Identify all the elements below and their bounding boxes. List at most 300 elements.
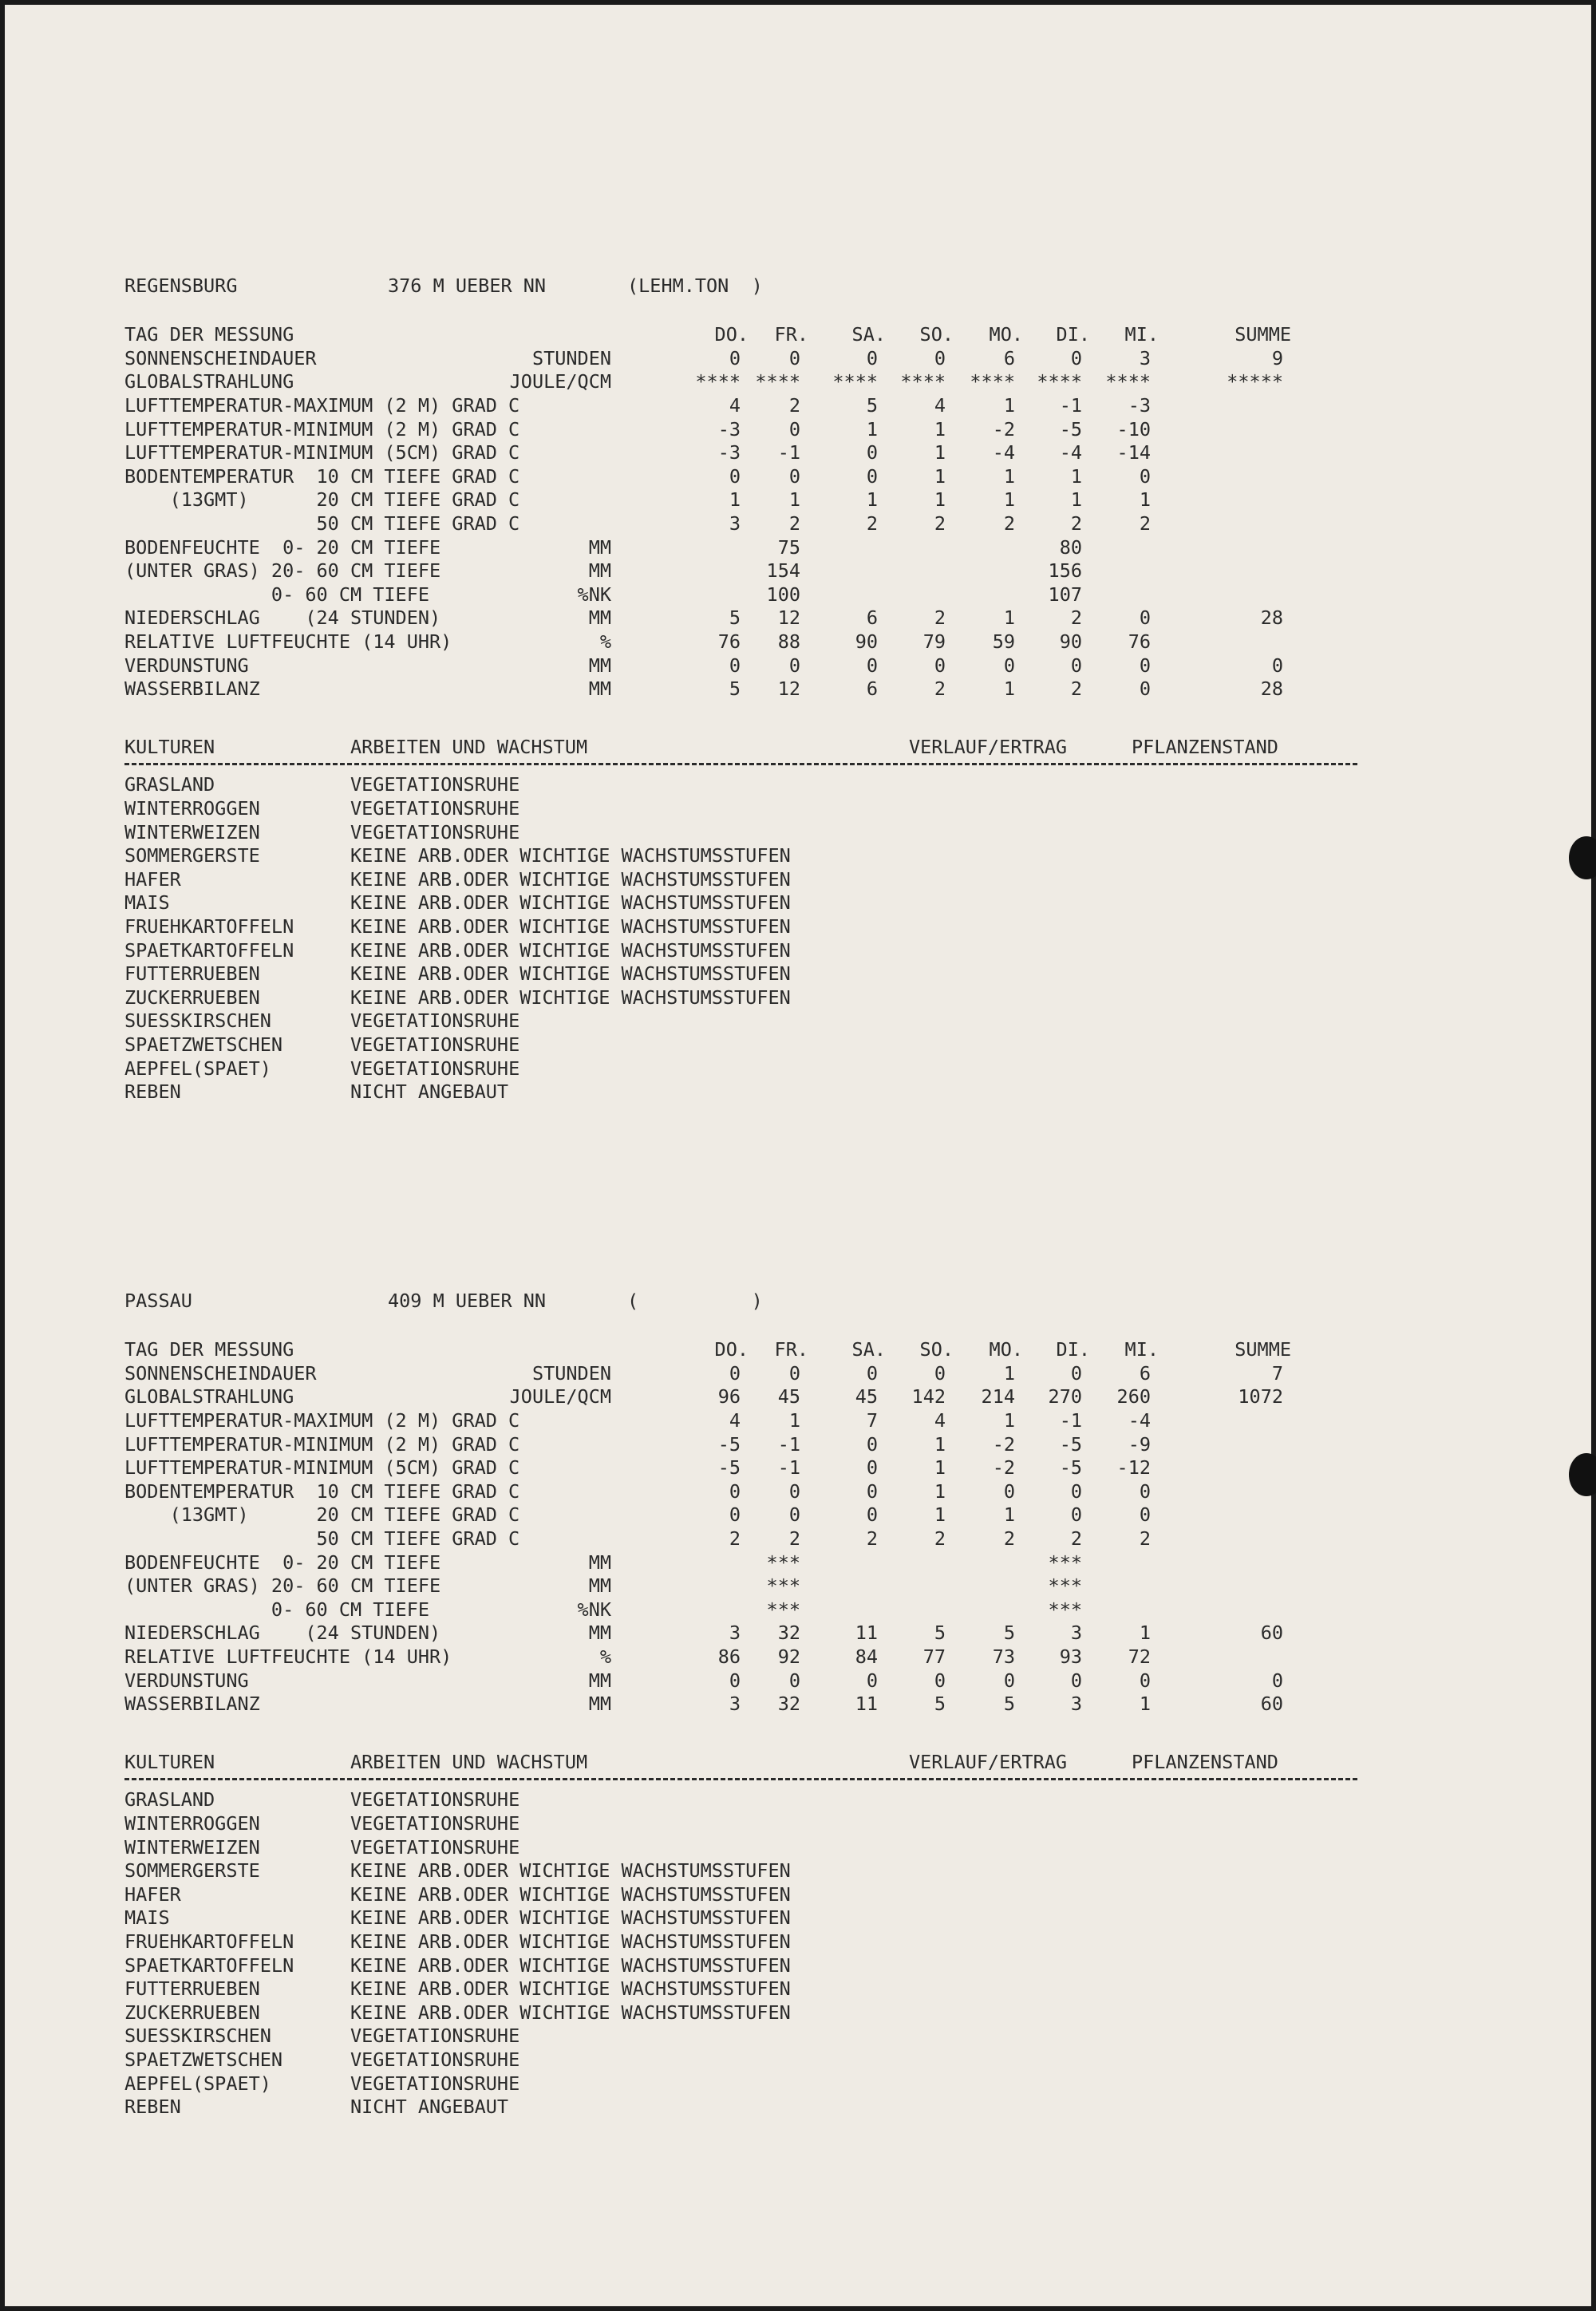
measurement-value: *** (1048, 1598, 1082, 1621)
culture-status: KEINE ARB.ODER WICHTIGE WACHSTUMSSTUFEN (350, 1906, 791, 1930)
verlauf-heading: VERLAUF/ERTRAG (909, 1751, 1068, 1774)
station-soil: ( ) (627, 1290, 763, 1312)
measurement-value: **** (832, 370, 878, 393)
measurement-value: 88 (777, 630, 800, 653)
measurement-value: 1 (788, 488, 800, 512)
measurement-row (124, 1527, 1321, 1551)
dashed-rule (124, 763, 1357, 765)
measurement-value: 2 (788, 394, 800, 417)
culture-status: KEINE ARB.ODER WICHTIGE WACHSTUMSSTUFEN (350, 844, 791, 867)
culture-name: REBEN (124, 2096, 181, 2119)
measurement-value: -10 (1116, 417, 1151, 440)
day-label: SA. (851, 1338, 886, 1361)
measurement-value: 1 (934, 441, 946, 464)
measurement-value: 93 (1059, 1645, 1082, 1668)
measurement-value: 2 (1139, 1527, 1151, 1550)
measurement-row (124, 1409, 1321, 1433)
station-altitude: 376 M UEBER NN (388, 275, 547, 297)
measurement-value: *** (1048, 1551, 1082, 1574)
summe-value: 28 (1260, 677, 1283, 701)
measurement-value: 1 (1070, 464, 1082, 488)
culture-name: SPAETZWETSCHEN (124, 1033, 283, 1056)
measurement-value: 107 (1048, 583, 1082, 606)
culture-name: HAFER (124, 1882, 181, 1906)
measurement-value: 100 (766, 583, 800, 606)
measurement-value: 0 (1139, 464, 1151, 488)
document-page (5, 5, 1591, 2306)
culture-status: VEGETATIONSRUHE (350, 1033, 520, 1056)
day-label: FR. (774, 323, 808, 346)
station-name: PASSAU (124, 1290, 192, 1312)
measurement-value: -1 (1059, 1409, 1082, 1432)
culture-name: WINTERROGGEN (124, 797, 260, 820)
measurement-label: (13GMT) 20 CM TIEFE GRAD C (124, 488, 520, 512)
measurement-value: 76 (1128, 630, 1151, 653)
culture-name: AEPFEL(SPAET) (124, 1057, 271, 1080)
measurement-value: 79 (922, 630, 946, 653)
measurement-label: GLOBALSTRAHLUNG (124, 370, 294, 393)
punch-hole (1569, 836, 1596, 879)
measurement-value: 7 (866, 1409, 878, 1432)
culture-name: SPAETKARTOFFELN (124, 1953, 294, 1977)
measurement-label: RELATIVE LUFTFEUCHTE (14 UHR) (124, 1645, 452, 1668)
measurement-value: 0 (1003, 1669, 1015, 1692)
measurement-value: 4 (934, 1409, 946, 1432)
day-label: DI. (1056, 323, 1090, 346)
measurement-value: -4 (992, 441, 1015, 464)
arbeiten-heading: ARBEITEN UND WACHSTUM (350, 1751, 588, 1774)
measurement-value: 1 (1003, 394, 1015, 417)
measurement-value: -3 (717, 441, 741, 464)
measurement-value: **** (970, 370, 1015, 393)
culture-status: VEGETATIONSRUHE (350, 1812, 520, 1835)
measurement-value: 0 (866, 654, 878, 677)
measurement-row (124, 1598, 1321, 1622)
culture-status: KEINE ARB.ODER WICHTIGE WACHSTUMSSTUFEN (350, 1882, 791, 1906)
culture-status: KEINE ARB.ODER WICHTIGE WACHSTUMSSTUFEN (350, 962, 791, 986)
measurement-label: WASSERBILANZ (124, 677, 260, 701)
measurement-label: LUFTTEMPERATUR-MAXIMUM (2 M) GRAD C (124, 394, 520, 417)
measurement-value: 0 (729, 346, 741, 369)
measurement-value: 1 (934, 1456, 946, 1479)
cultures-header (124, 736, 1357, 760)
measurement-value: 0 (934, 654, 946, 677)
day-label: SO. (919, 323, 954, 346)
measurement-value: 142 (911, 1385, 946, 1408)
measurement-value: 0 (1003, 1479, 1015, 1503)
measurement-value: 0 (729, 1361, 741, 1385)
culture-row (124, 915, 1321, 939)
measurement-unit: MM (588, 677, 611, 701)
measurement-row (124, 441, 1321, 465)
measurement-row (124, 606, 1321, 630)
measurement-value: 0 (866, 1432, 878, 1456)
measurement-row (124, 1433, 1321, 1457)
summe-value: 60 (1260, 1622, 1283, 1645)
measurement-value: 1 (1003, 677, 1015, 701)
measurement-label: LUFTTEMPERATUR-MINIMUM (2 M) GRAD C (124, 1432, 520, 1456)
cultures-header (124, 1751, 1357, 1775)
punch-hole (1569, 1453, 1596, 1496)
measurement-unit: MM (588, 1551, 611, 1574)
measurement-row (124, 1362, 1321, 1386)
measurement-value: 2 (1139, 512, 1151, 535)
measurement-value: 0 (866, 464, 878, 488)
measurement-value: 0 (1070, 346, 1082, 369)
measurement-value: 5 (934, 1622, 946, 1645)
measurement-row (124, 488, 1321, 512)
measurement-value: 5 (729, 677, 741, 701)
measurement-value: 0 (1139, 654, 1151, 677)
culture-status: KEINE ARB.ODER WICHTIGE WACHSTUMSSTUFEN (350, 891, 791, 915)
measurement-value: -4 (1059, 441, 1082, 464)
measurement-unit: STUNDEN (531, 1361, 611, 1385)
culture-name: SPAETZWETSCHEN (124, 2048, 283, 2071)
culture-status: VEGETATIONSRUHE (350, 1057, 520, 1080)
measurement-value: 3 (1070, 1622, 1082, 1645)
measurement-value: 72 (1128, 1645, 1151, 1668)
measurement-value: 2 (1070, 512, 1082, 535)
measurement-value: -1 (777, 1432, 800, 1456)
measurement-row (124, 1456, 1321, 1480)
culture-status: KEINE ARB.ODER WICHTIGE WACHSTUMSSTUFEN (350, 2001, 791, 2024)
measurement-value: -14 (1116, 441, 1151, 464)
day-label: MI. (1124, 323, 1159, 346)
kulturen-heading: KULTUREN (124, 736, 215, 759)
measurement-value: 90 (855, 630, 878, 653)
measurement-value: 86 (717, 1645, 741, 1668)
measurement-unit: %NK (577, 583, 611, 606)
day-label: DI. (1056, 1338, 1090, 1361)
measurement-value: 0 (1070, 1361, 1082, 1385)
pflanzenstand-heading: PFLANZENSTAND (1132, 736, 1278, 759)
measurement-label: BODENFEUCHTE 0- 20 CM TIEFE (124, 1551, 441, 1574)
measurement-row (124, 1622, 1321, 1645)
culture-status: VEGETATIONSRUHE (350, 1788, 520, 1811)
measurement-row (124, 465, 1321, 489)
measurement-value: 73 (992, 1645, 1015, 1668)
measurement-label: 0- 60 CM TIEFE (124, 1598, 430, 1621)
measurement-value: 80 (1059, 535, 1082, 559)
culture-row (124, 986, 1321, 1010)
kulturen-heading: KULTUREN (124, 1751, 215, 1774)
measurement-value: 1 (1003, 1409, 1015, 1432)
culture-status: VEGETATIONSRUHE (350, 797, 520, 820)
measurement-value: 1 (729, 488, 741, 512)
summe-value: 60 (1260, 1693, 1283, 1716)
measurement-value: 76 (717, 630, 741, 653)
measurement-value: *** (766, 1598, 800, 1621)
measurement-value: 2 (934, 1527, 946, 1550)
summe-value: 0 (1271, 654, 1283, 677)
culture-name: GRASLAND (124, 1788, 215, 1811)
culture-row (124, 1836, 1321, 1860)
measurement-value: -1 (777, 1456, 800, 1479)
measurement-value: 1 (1070, 488, 1082, 512)
culture-status: NICHT ANGEBAUT (350, 2096, 509, 2119)
culture-status: KEINE ARB.ODER WICHTIGE WACHSTUMSSTUFEN (350, 1859, 791, 1882)
measurement-value: 11 (855, 1622, 878, 1645)
measurement-label: LUFTTEMPERATUR-MINIMUM (5CM) GRAD C (124, 441, 520, 464)
measurement-value: 1 (1003, 488, 1015, 512)
measurement-row (124, 630, 1321, 654)
measurement-value: *** (766, 1574, 800, 1598)
measurement-value: 5 (1003, 1693, 1015, 1716)
culture-name: ZUCKERRUEBEN (124, 986, 260, 1009)
measurement-label: VERDUNSTUNG (124, 654, 249, 677)
culture-row (124, 962, 1321, 986)
measurement-value: 1 (866, 488, 878, 512)
measurement-row (124, 418, 1321, 442)
measurement-unit: MM (588, 1669, 611, 1692)
culture-row (124, 1009, 1321, 1033)
measurement-unit: STUNDEN (531, 346, 611, 369)
arbeiten-heading: ARBEITEN UND WACHSTUM (350, 736, 588, 759)
measurement-value: 32 (777, 1622, 800, 1645)
measurement-value: 3 (729, 512, 741, 535)
measurement-unit: % (599, 630, 611, 653)
measurement-value: 0 (866, 1456, 878, 1479)
measurement-unit: MM (588, 606, 611, 630)
culture-name: ZUCKERRUEBEN (124, 2001, 260, 2024)
measurement-value: 2 (934, 677, 946, 701)
measurement-value: 0 (788, 1669, 800, 1692)
culture-name: AEPFEL(SPAET) (124, 2072, 271, 2095)
measurement-value: 0 (788, 417, 800, 440)
measurement-row (124, 654, 1321, 678)
measurement-row (124, 583, 1321, 607)
culture-name: FRUEHKARTOFFELN (124, 915, 294, 938)
measurement-value: 214 (981, 1385, 1015, 1408)
measurement-value: 0 (788, 1361, 800, 1385)
measurement-row (124, 1338, 1321, 1362)
measurement-value: 4 (729, 1409, 741, 1432)
measurement-value: 0 (729, 1503, 741, 1527)
measurement-value: 1 (934, 464, 946, 488)
culture-status: VEGETATIONSRUHE (350, 2072, 520, 2095)
measurement-row (124, 1645, 1321, 1669)
measurement-value: 2 (1003, 1527, 1015, 1550)
measurement-value: 5 (934, 1693, 946, 1716)
measurement-value: 6 (866, 677, 878, 701)
measurement-row (124, 1669, 1321, 1693)
culture-status: VEGETATIONSRUHE (350, 820, 520, 843)
measurement-value: 0 (729, 1479, 741, 1503)
culture-row (124, 844, 1321, 868)
measurement-value: 0 (1070, 1479, 1082, 1503)
measurement-row (124, 347, 1321, 371)
measurement-value: 0 (729, 464, 741, 488)
measurement-value: **** (1105, 370, 1151, 393)
measurement-value: 1 (934, 1479, 946, 1503)
measurement-value: -5 (717, 1432, 741, 1456)
measurement-value: 2 (1070, 606, 1082, 630)
measurement-value: 0 (1139, 1479, 1151, 1503)
summe-value: 0 (1271, 1669, 1283, 1692)
measurement-value: 1 (1003, 1503, 1015, 1527)
culture-row (124, 1057, 1321, 1081)
station-header (124, 275, 1321, 298)
measurement-value: 6 (1003, 346, 1015, 369)
culture-name: MAIS (124, 1906, 170, 1930)
day-label: SO. (919, 1338, 954, 1361)
measurement-label: WASSERBILANZ (124, 1693, 260, 1716)
culture-row (124, 797, 1321, 821)
measurement-value: 75 (777, 535, 800, 559)
measurement-value: 59 (992, 630, 1015, 653)
culture-name: WINTERWEIZEN (124, 1835, 260, 1859)
measurement-value: -2 (992, 417, 1015, 440)
measurement-value: 0 (1070, 1503, 1082, 1527)
measurement-value: 96 (717, 1385, 741, 1408)
measurement-value: 270 (1048, 1385, 1082, 1408)
measurement-row (124, 1480, 1321, 1504)
measurement-value: 11 (855, 1693, 878, 1716)
culture-row (124, 2072, 1321, 2096)
measurement-value: -5 (1059, 1456, 1082, 1479)
measurement-row (124, 1551, 1321, 1575)
culture-name: WINTERROGGEN (124, 1812, 260, 1835)
measurement-row (124, 394, 1321, 418)
station-name: REGENSBURG (124, 275, 238, 297)
measurement-value: -1 (1059, 394, 1082, 417)
summe-label: SUMME (1235, 323, 1291, 346)
measurement-value: 3 (729, 1693, 741, 1716)
measurement-label: VERDUNSTUNG (124, 1669, 249, 1692)
culture-status: KEINE ARB.ODER WICHTIGE WACHSTUMSSTUFEN (350, 915, 791, 938)
measurement-value: *** (766, 1551, 800, 1574)
measurement-value: 45 (777, 1385, 800, 1408)
measurement-value: 2 (934, 512, 946, 535)
measurement-value: 0 (866, 1361, 878, 1385)
measurement-label: (13GMT) 20 CM TIEFE GRAD C (124, 1503, 520, 1527)
station-soil: (LEHM.TON ) (627, 275, 763, 297)
measurement-value: 2 (866, 512, 878, 535)
culture-row (124, 1788, 1321, 1812)
measurement-value: 5 (866, 394, 878, 417)
summe-label: SUMME (1235, 1338, 1291, 1361)
measurement-value: 0 (788, 464, 800, 488)
measurement-value: 0 (788, 346, 800, 369)
measurement-unit: JOULE/QCM (509, 370, 611, 393)
measurement-label: 0- 60 CM TIEFE (124, 583, 430, 606)
culture-row (124, 1906, 1321, 1930)
measurement-value: 156 (1048, 559, 1082, 583)
measurement-value: 4 (934, 394, 946, 417)
measurement-value: -5 (717, 1456, 741, 1479)
measurement-value: 12 (777, 606, 800, 630)
culture-row (124, 2001, 1321, 2025)
measurement-value: 0 (866, 1669, 878, 1692)
culture-status: KEINE ARB.ODER WICHTIGE WACHSTUMSSTUFEN (350, 938, 791, 962)
day-label: MO. (989, 1338, 1023, 1361)
measurement-unit: MM (588, 1693, 611, 1716)
measurement-label: 50 CM TIEFE GRAD C (124, 512, 520, 535)
measurement-value: 0 (1139, 1503, 1151, 1527)
measurement-unit: MM (588, 654, 611, 677)
measurement-value: -1 (777, 441, 800, 464)
culture-status: VEGETATIONSRUHE (350, 2048, 520, 2071)
measurement-value: 92 (777, 1645, 800, 1668)
culture-status: VEGETATIONSRUHE (350, 1835, 520, 1859)
measurement-label: SONNENSCHEINDAUER (124, 1361, 317, 1385)
culture-name: FUTTERRUEBEN (124, 1977, 260, 2001)
measurement-value: 4 (729, 394, 741, 417)
measurement-value: 1 (1003, 1361, 1015, 1385)
measurement-value: 0 (934, 1669, 946, 1692)
measurement-value: 12 (777, 677, 800, 701)
measurement-value: 1 (1139, 1622, 1151, 1645)
pflanzenstand-heading: PFLANZENSTAND (1132, 1751, 1278, 1774)
culture-status: VEGETATIONSRUHE (350, 773, 520, 796)
measurement-value: 0 (788, 1479, 800, 1503)
measurement-value: **** (755, 370, 800, 393)
culture-name: REBEN (124, 1080, 181, 1104)
measurement-unit: MM (588, 1622, 611, 1645)
measurement-label: SONNENSCHEINDAUER (124, 346, 317, 369)
measurement-row (124, 1574, 1321, 1598)
culture-name: GRASLAND (124, 773, 215, 796)
culture-name: MAIS (124, 891, 170, 915)
culture-row (124, 2048, 1321, 2072)
culture-status: KEINE ARB.ODER WICHTIGE WACHSTUMSSTUFEN (350, 1930, 791, 1953)
measurement-value: 154 (766, 559, 800, 583)
measurement-value: 1 (934, 417, 946, 440)
day-label: FR. (774, 1338, 808, 1361)
culture-row (124, 1930, 1321, 1954)
measurement-value: 0 (934, 1361, 946, 1385)
verlauf-heading: VERLAUF/ERTRAG (909, 736, 1068, 759)
measurement-value: 90 (1059, 630, 1082, 653)
measurement-value: 260 (1116, 1385, 1151, 1408)
measurement-value: 3 (729, 1622, 741, 1645)
measurement-value: 1 (1139, 488, 1151, 512)
summe-value: ***** (1227, 370, 1283, 393)
measurement-label: NIEDERSCHLAG (24 STUNDEN) (124, 1622, 441, 1645)
measurement-label: LUFTTEMPERATUR-MINIMUM (2 M) GRAD C (124, 417, 520, 440)
measurement-unit: MM (588, 1574, 611, 1598)
measurement-value: 1 (1003, 606, 1015, 630)
culture-name: SUESSKIRSCHEN (124, 1009, 271, 1033)
measurement-value: 84 (855, 1645, 878, 1668)
measurement-value: -3 (1128, 394, 1151, 417)
measurement-value: 0 (1139, 606, 1151, 630)
measurement-unit: MM (588, 535, 611, 559)
measurement-value: 2 (729, 1527, 741, 1550)
measurement-label: BODENTEMPERATUR 10 CM TIEFE GRAD C (124, 464, 520, 488)
culture-row (124, 1883, 1321, 1907)
culture-status: KEINE ARB.ODER WICHTIGE WACHSTUMSSTUFEN (350, 1953, 791, 1977)
measurement-value: **** (1037, 370, 1082, 393)
measurement-label: BODENFEUCHTE 0- 20 CM TIEFE (124, 535, 441, 559)
culture-status: KEINE ARB.ODER WICHTIGE WACHSTUMSSTUFEN (350, 1977, 791, 2001)
measurement-value: 1 (934, 1503, 946, 1527)
culture-row (124, 939, 1321, 963)
measurement-value: 6 (1139, 1361, 1151, 1385)
measurement-unit: MM (588, 559, 611, 583)
measurement-value: -2 (992, 1456, 1015, 1479)
culture-row (124, 1812, 1321, 1836)
measurement-row (124, 1503, 1321, 1527)
measurement-value: 0 (788, 1503, 800, 1527)
culture-row (124, 1080, 1321, 1104)
measurement-value: 2 (866, 1527, 878, 1550)
measurement-value: -3 (717, 417, 741, 440)
measurement-value: 0 (1070, 1669, 1082, 1692)
measurement-value: 0 (866, 441, 878, 464)
measurement-value: 1 (1139, 1693, 1151, 1716)
summe-value: 7 (1271, 1361, 1283, 1385)
